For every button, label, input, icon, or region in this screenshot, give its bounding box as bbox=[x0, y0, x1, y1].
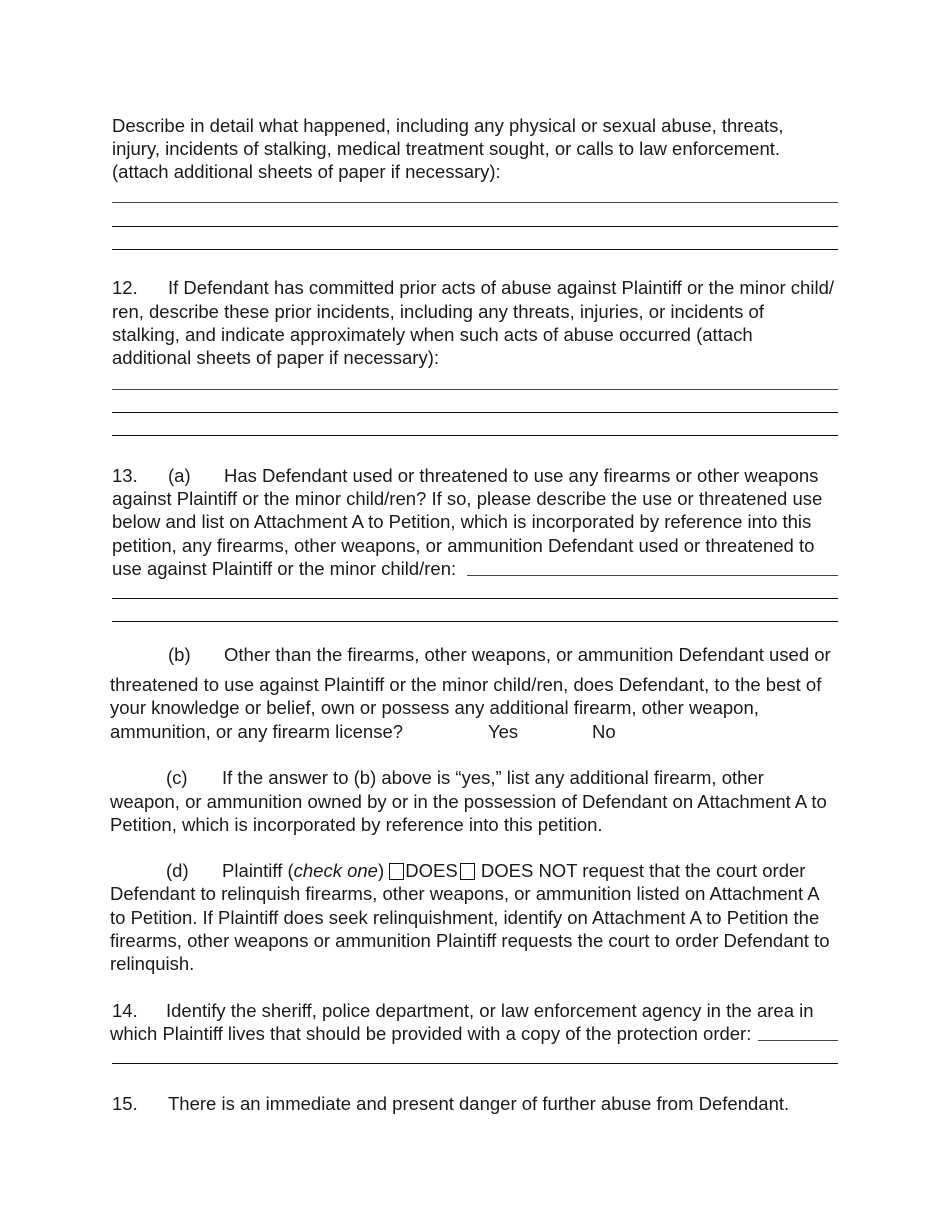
does-checkbox[interactable] bbox=[389, 863, 404, 880]
item14-inline-answer-line[interactable] bbox=[758, 1040, 838, 1041]
item13d-close-paren: ) bbox=[377, 860, 385, 881]
item13a-line-4: petition, any firearms, other weapons, or ammunition Defendant used or threatened to bbox=[112, 535, 815, 556]
item13d-line-1 bbox=[222, 859, 805, 882]
item14-answer-line[interactable] bbox=[112, 1063, 838, 1064]
item13d-line-5: relinquish. bbox=[110, 953, 195, 974]
item14-line-1: Identify the sheriff, police department, or law enforcement agency in the area in bbox=[166, 1000, 814, 1021]
item13b-yes-option[interactable]: Yes bbox=[488, 721, 519, 742]
item13b-line-3: your knowledge or belief, own or possess any additional firearm, other weapon, bbox=[110, 697, 759, 718]
item14-number: 14. bbox=[112, 1000, 138, 1021]
item13b-line-1: Other than the firearms, other weapons, or ammunition Defendant used or bbox=[224, 644, 831, 665]
item12-line-2: ren, describe these prior incidents, including any threats, injuries, or incidents of bbox=[112, 301, 764, 322]
intro-line-2: injury, incidents of stalking, medical treatment sought, or calls to law enforcement. bbox=[112, 138, 781, 159]
item12-answer-line-1[interactable] bbox=[112, 389, 838, 390]
item13d-line-3: to Petition. If Plaintiff does seek relinquishment, identify on Attachment A to Petition the bbox=[110, 907, 820, 928]
item13a-answer-line-3[interactable] bbox=[112, 621, 838, 622]
intro-answer-line-2[interactable] bbox=[112, 226, 838, 227]
item12-number: 12. bbox=[112, 277, 138, 298]
item13a-answer-line-2[interactable] bbox=[112, 598, 838, 599]
item13c-line-3: Petition, which is incorporated by reference into this petition. bbox=[110, 814, 603, 835]
item13-number: 13. bbox=[112, 465, 138, 486]
item13c-label: (c) bbox=[166, 767, 188, 788]
item13d-label: (d) bbox=[166, 860, 189, 881]
item12-line-4: additional sheets of paper if necessary): bbox=[112, 347, 440, 368]
item15-line-1: There is an immediate and present danger of further abuse from Defendant. bbox=[168, 1093, 790, 1114]
item13d-check-one: check one bbox=[293, 860, 378, 881]
does-label: DOES bbox=[405, 860, 458, 881]
item13c-line-2: weapon, or ammunition owned by or in the possession of Defendant on Attachment A to bbox=[110, 791, 827, 812]
item13d-prefix: Plaintiff ( bbox=[222, 860, 294, 881]
item13d-line-2: Defendant to relinquish firearms, other weapons, or ammunition listed on Attachment A bbox=[110, 883, 820, 904]
item13b-line-4: ammunition, or any firearm license? bbox=[110, 721, 404, 742]
item15-number: 15. bbox=[112, 1093, 138, 1114]
item13b-no-option[interactable]: No bbox=[592, 721, 616, 742]
does-not-label: DOES NOT request that the court order bbox=[475, 860, 806, 881]
intro-line-3: (attach additional sheets of paper if necessary): bbox=[112, 161, 501, 182]
does-not-checkbox[interactable] bbox=[460, 863, 475, 880]
item13a-line-1: Has Defendant used or threatened to use any firearms or other weapons bbox=[224, 465, 819, 486]
item13d-line-4: firearms, other weapons or ammunition Plaintiff requests the court to order Defendant to bbox=[110, 930, 830, 951]
item13a-line-3: below and list on Attachment A to Petition, which is incorporated by reference into this bbox=[112, 511, 812, 532]
item13c-line-1: If the answer to (b) above is “yes,” list any additional firearm, other bbox=[222, 767, 764, 788]
item13b-label: (b) bbox=[168, 644, 191, 665]
intro-answer-line-1[interactable] bbox=[112, 202, 838, 203]
item13a-line-5: use against Plaintiff or the minor child/ren: bbox=[112, 558, 457, 579]
intro-line-1: Describe in detail what happened, including any physical or sexual abuse, threats, bbox=[112, 115, 784, 136]
item12-answer-line-2[interactable] bbox=[112, 412, 838, 413]
intro-answer-line-3[interactable] bbox=[112, 249, 838, 250]
item13a-line-2: against Plaintiff or the minor child/ren? If so, please describe the use or threatened use bbox=[112, 488, 823, 509]
item13a-inline-answer-line[interactable] bbox=[467, 575, 838, 576]
item12-answer-line-3[interactable] bbox=[112, 435, 838, 436]
item13b-line-2: threatened to use against Plaintiff or the minor child/ren, does Defendant, to the best of bbox=[110, 674, 822, 695]
item13a-label: (a) bbox=[168, 465, 191, 486]
item12-line-1: If Defendant has committed prior acts of abuse against Plaintiff or the minor child/ bbox=[168, 277, 834, 298]
item14-line-2: which Plaintiff lives that should be provided with a copy of the protection order: bbox=[110, 1023, 752, 1044]
item12-line-3: stalking, and indicate approximately when such acts of abuse occurred (attach bbox=[112, 324, 753, 345]
